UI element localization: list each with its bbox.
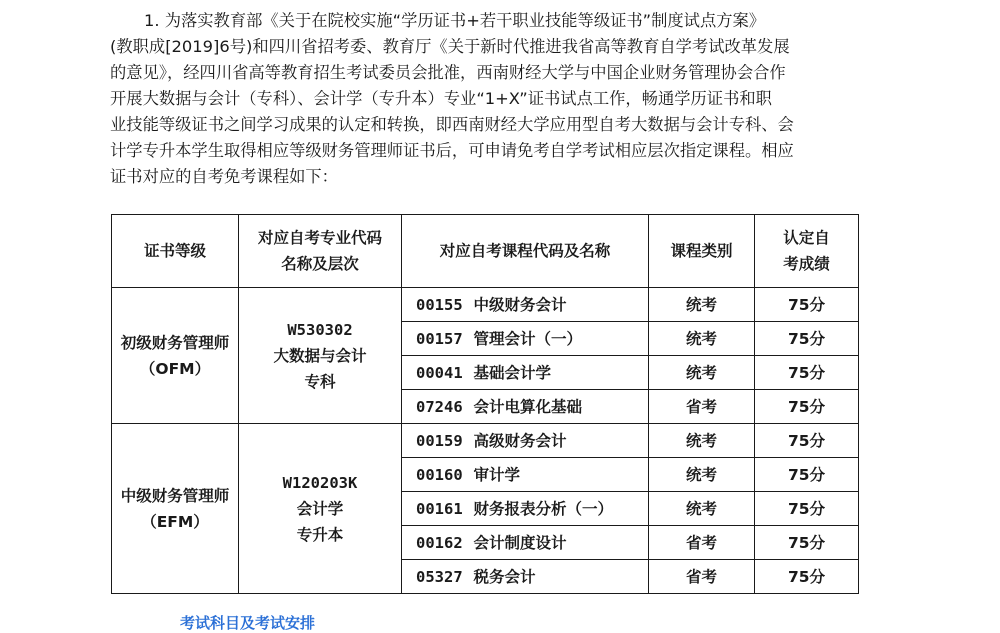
level-name: 初级财务管理师: [120, 333, 230, 352]
course-cell: [402, 390, 649, 424]
paragraph-line: 计学专升本学生取得相应等级财务管理师证书后，可申请免考自学考试相应层次指定课程。相应: [110, 141, 794, 160]
course-cell: [402, 424, 649, 458]
category-cell: 统考: [649, 288, 755, 322]
course-name: 高级财务会计: [473, 431, 567, 450]
course-cell: [402, 492, 649, 526]
category-cell: 统考: [649, 492, 755, 526]
major-name: 大数据与会计: [273, 346, 367, 365]
score-cell: 75分: [755, 560, 859, 594]
course-name: 中级财务会计: [473, 295, 567, 314]
table-header-row: [112, 215, 859, 288]
score-cell: 75分: [755, 288, 859, 322]
major-code: W120203K: [282, 473, 358, 492]
category-cell: 统考: [649, 424, 755, 458]
table-row: [112, 288, 859, 322]
category-cell: 统考: [649, 356, 755, 390]
intro-paragraph: [110, 8, 870, 190]
major-level: 专科: [304, 372, 336, 391]
score-cell: 75分: [755, 322, 859, 356]
course-cell: [402, 526, 649, 560]
category-cell: 统考: [649, 322, 755, 356]
paragraph-line: 业技能等级证书之间学习成果的认定和转换，即西南财经大学应用型自考大数据与会计专科、会: [110, 115, 794, 134]
course-cell: [402, 560, 649, 594]
course-name: 会计制度设计: [473, 533, 567, 552]
course-cell: [402, 322, 649, 356]
score-cell: 75分: [755, 458, 859, 492]
paragraph-line: 开展大数据与会计（专科）、会计学（专升本）专业“1+X”证书试点工作，畅通学历证书和职: [110, 89, 772, 108]
category-cell: 省考: [649, 526, 755, 560]
course-name: 财务报表分析（一）: [473, 499, 613, 518]
category-cell: 省考: [649, 390, 755, 424]
score-cell: 75分: [755, 492, 859, 526]
level-abbr: （OFM）: [139, 359, 211, 378]
header-level: 证书等级: [112, 215, 239, 288]
course-name: 基础会计学: [473, 363, 551, 382]
score-cell: 75分: [755, 424, 859, 458]
level-name: 中级财务管理师: [120, 486, 230, 505]
course-code: 05327: [416, 567, 463, 586]
course-code: 07246: [416, 397, 463, 416]
course-cell: [402, 458, 649, 492]
paragraph-line: 的意见》，经四川省高等教育招生考试委员会批准，西南财经大学与中国企业财务管理协会合作: [110, 63, 786, 82]
score-cell: 75分: [755, 390, 859, 424]
course-code: 00159: [416, 431, 463, 450]
major-cell-efm: [239, 424, 402, 594]
course-cell: [402, 288, 649, 322]
header-course: 对应自考课程代码及名称: [402, 215, 649, 288]
level-abbr: （EFM）: [141, 512, 209, 531]
course-code: 00160: [416, 465, 463, 484]
header-major-text: 对应自考专业代码名称及层次: [257, 229, 382, 273]
score-cell: 75分: [755, 526, 859, 560]
exam-arrangement-link[interactable]: 考试科目及考试安排: [180, 614, 316, 632]
course-name: 会计电算化基础: [473, 397, 582, 416]
level-cell-ofm: [112, 288, 239, 424]
major-cell-ofm: [239, 288, 402, 424]
header-score: [755, 215, 859, 288]
course-name: 审计学: [473, 465, 520, 484]
course-code: 00161: [416, 499, 463, 518]
header-major: [239, 215, 402, 288]
course-code: 00041: [416, 363, 463, 382]
paragraph-line: 证书对应的自考免考课程如下：: [110, 167, 338, 186]
header-score-text: 认定自考成绩: [783, 229, 830, 273]
exemption-table: [111, 214, 859, 594]
category-cell: 统考: [649, 458, 755, 492]
course-cell: [402, 356, 649, 390]
course-code: 00155: [416, 295, 463, 314]
major-code: W530302: [287, 320, 353, 339]
score-cell: 75分: [755, 356, 859, 390]
course-name: 管理会计（一）: [473, 329, 582, 348]
table-row: [112, 424, 859, 458]
course-code: 00162: [416, 533, 463, 552]
course-code: 00157: [416, 329, 463, 348]
category-cell: 省考: [649, 560, 755, 594]
paragraph-line: 1. 为落实教育部《关于在院校实施“学历证书+若干职业技能等级证书”制度试点方案》: [144, 11, 766, 30]
header-category: 课程类别: [649, 215, 755, 288]
course-name: 税务会计: [473, 567, 536, 586]
paragraph-line: (教职成[2019]6号)和四川省招考委、教育厅《关于新时代推进我省高等教育自学考试改革发展: [110, 37, 790, 56]
major-name: 会计学: [296, 499, 344, 518]
level-cell-efm: [112, 424, 239, 594]
major-level: 专升本: [296, 525, 344, 544]
